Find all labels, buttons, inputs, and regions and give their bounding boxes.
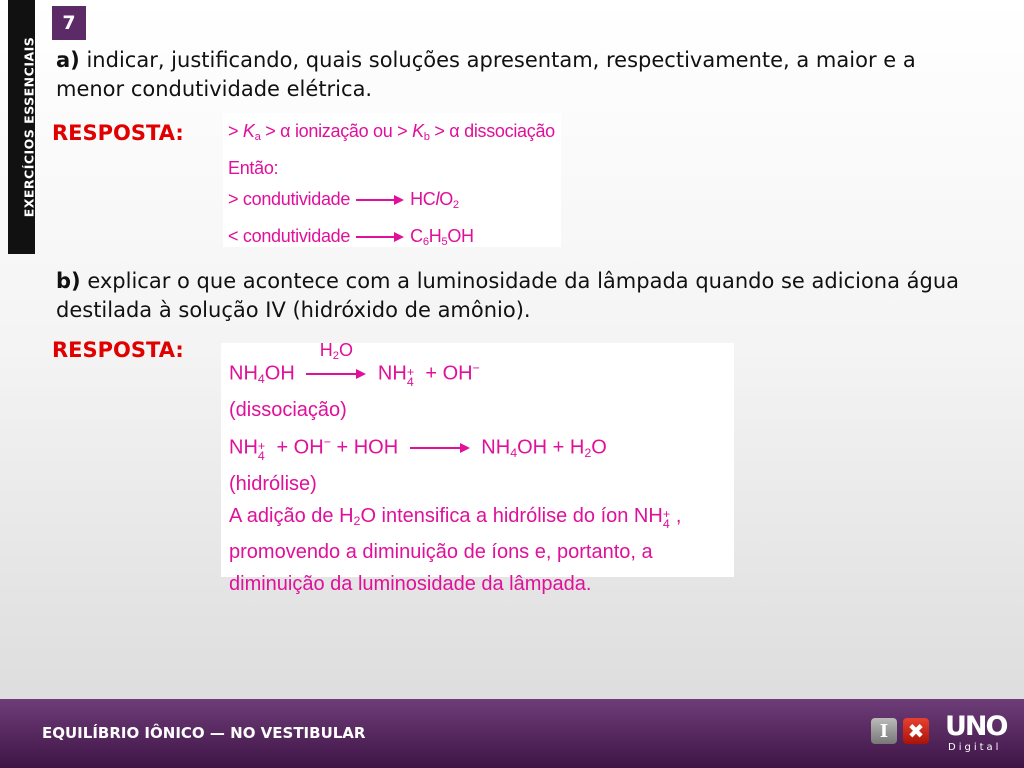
answer-a-box (223, 113, 561, 247)
answer-b-eq1-note: (dissociação) (229, 399, 347, 422)
footer-section: NO VESTIBULAR (230, 724, 366, 742)
answer-a-line2: Então: (228, 157, 279, 178)
answer-b-eq2-note: (hidrólise) (229, 473, 317, 495)
question-a-label: a) (56, 48, 80, 72)
answer-b-conclusion-3: diminuição da luminosidade da lâmpada. (229, 572, 592, 595)
answer-b-eq2: NH + 4 + OH− + HOH $NH_4OH + H_2O$ (229, 434, 607, 464)
exercise-number: 7 (52, 6, 86, 40)
arrow-icon (356, 232, 404, 242)
brand-logo: UNO (945, 711, 1007, 742)
side-label: EXERCÍCIOS ESSENCIAIS (21, 36, 37, 218)
logo-x-icon: ✖ (903, 718, 929, 744)
footer-title (42, 724, 365, 742)
question-b (56, 267, 986, 325)
side-bar (8, 0, 35, 254)
brand-subtitle: Digital (948, 742, 1002, 753)
answer-a-line3: > condutividade HClO$_2$ (228, 188, 459, 211)
arrow-over-label: $H_2O$ (319, 339, 353, 362)
logo-i-icon: I (871, 718, 897, 744)
arrow-icon (306, 369, 366, 379)
arrow-icon (410, 443, 470, 453)
question-b-text: explicar o que acontece com a luminosidade da lâmpada quando se adiciona água destilada à solução IV (hidróxido de amônio). (56, 269, 960, 322)
footer-topic: EQUILÍBRIO IÔNICO (42, 724, 205, 742)
answer-a-label: RESPOSTA: (52, 121, 184, 145)
question-a-text: indicar, justificando, quais soluções apresentam, respectivamente, a maior e a menor condutividade elétrica. (56, 48, 916, 101)
arrow-icon (356, 195, 404, 205)
answer-b-label: RESPOSTA: (52, 338, 184, 362)
footer-separator: — (209, 724, 225, 742)
answer-a-line4-left: < condutividade (228, 225, 351, 246)
answer-a-line3-left: > condutividade (228, 188, 351, 209)
answer-b-conclusion-2: promovendo a diminuição de íons e, portanto, a (229, 541, 653, 564)
answer-b-eq1: $NH_4OH$ $H_2O$ NH + 4 + OH− (229, 353, 734, 395)
answer-b-box (221, 339, 734, 595)
question-b-label: b) (56, 269, 81, 293)
answer-a-line4: < condutividade $C_6H_5OH$ (228, 225, 474, 248)
answer-a-line1: > $K_a > \alpha$ ionização ou > $K_b > \alpha$ dissociação (228, 121, 555, 143)
question-a (56, 46, 956, 104)
reaction-arrow (300, 339, 372, 391)
answer-b-conclusion-1: A adição de $H_2O$ intensifica a hidrólise do íon NH + 4 , (229, 504, 682, 532)
